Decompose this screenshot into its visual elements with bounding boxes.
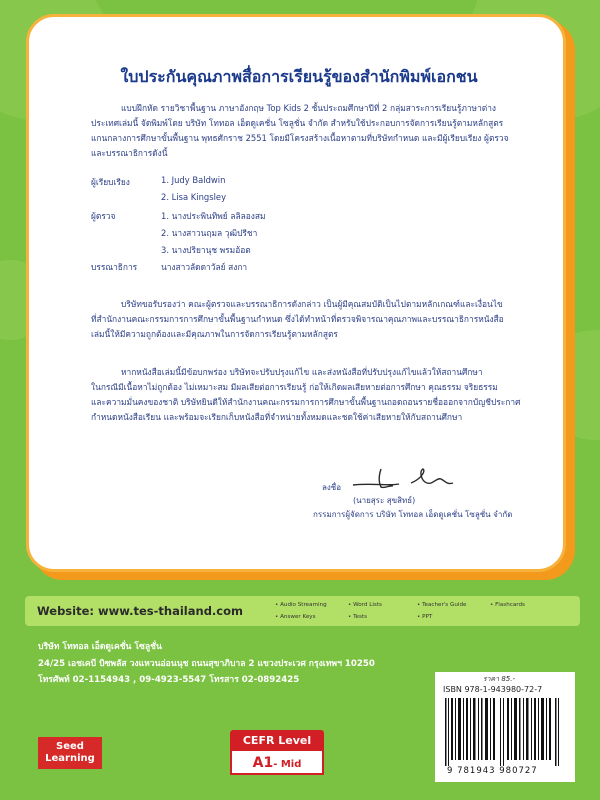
reviewer-1: 1. นางประพินทิพย์ ลลิลองสม	[161, 211, 266, 221]
signature-label: ลงชื่อ	[322, 483, 342, 492]
certification-line: ที่สำนักงานคณะกรรมการการศึกษาขั้นพื้นฐานกำหนด ซึ่งได้ทำหน้าที่ตรวจพิจารณาคุณภาพและบรรณาธิการหนังสือ	[91, 314, 504, 324]
intro-line: และบรรณาธิการดังนี้	[91, 148, 168, 158]
reviewer-3: 3. นางปริยานุช พรมอ้อต	[161, 245, 251, 255]
cefr-label: CEFR Level	[230, 730, 324, 751]
certification-paragraph	[91, 297, 541, 342]
feature-audio-streaming: • Audio Streaming	[275, 602, 327, 608]
price-label: ราคา 85.-	[482, 675, 515, 683]
feature-ppt: • PPT	[417, 614, 432, 620]
editor-name: นางสาวลัดดาวัลย์ สงกา	[161, 262, 248, 272]
intro-line: ประเทศเล่มนี้ จัดพิมพ์โดย บริษัท โททอล เอ็ดดูเคชั่น โซลูชั่น จำกัด สำหรับใช้ประกอบการจัดการเรียนรู้ตามหลักสูตร	[91, 118, 504, 128]
website-link[interactable]: Website: www.tes-thailand.com	[37, 604, 243, 618]
warranty-line: ในกรณีมีเนื้อหาไม่ถูกต้อง ไม่เหมาะสม มีผลเสียต่อการเรียนรู้ ก่อให้เกิดผลเสียหายต่อการศึกษา คุณธรรม จริยธรรม	[91, 382, 498, 392]
quality-certificate-card	[26, 14, 566, 572]
feature-tests: • Tests	[348, 614, 367, 620]
feature-teachers-guide: • Teacher's Guide	[417, 602, 466, 608]
warranty-line: และความมั่นคงของชาติ บริษัทยินดีให้สำนักงานคณะกรรมการการศึกษาขั้นพื้นฐานถอดถอนรายชื่อออกจากบัญชีประกาศ	[91, 397, 521, 407]
author-1: 1. Judy Baldwin	[161, 175, 226, 185]
barcode	[445, 698, 565, 766]
author-2: 2. Lisa Kingsley	[161, 192, 227, 202]
logo-line-1: Seed	[56, 741, 84, 752]
cefr-badge	[230, 730, 324, 778]
signatory-title: กรรมการผู้จัดการ บริษัท โททอล เอ็ดดูเคชั่น โซลูชั่น จำกัด	[313, 510, 513, 519]
author-label: ผู้เรียบเรียง	[91, 177, 130, 187]
seed-learning-logo	[38, 737, 102, 769]
logo-line-2: Learning	[45, 753, 95, 764]
isbn-panel	[435, 672, 575, 782]
intro-line: แกนกลางการศึกษาขั้นพื้นฐาน พุทธศักราช 2551 โดยมีโครงสร้างเนื้อหาตามที่บริษัทกำหนด และมีผู้เรียบเรียง ผู้ตรวจ	[91, 133, 509, 143]
reviewer-2: 2. นางสาวนฤมล วุฒิปรีชา	[161, 228, 258, 238]
feature-flashcards: • Flashcards	[490, 602, 525, 608]
barcode-number: 9 781943 980727	[447, 766, 538, 776]
certification-line: เล่มนี้ให้มีความถูกต้องและมีคุณภาพในการจัดการเรียนรู้ตามหลักสูตร	[91, 329, 338, 339]
certification-line: บริษัทขอรับรองว่า คณะผู้ตรวจและบรรณาธิการดังกล่าว เป็นผู้มีคุณสมบัติเป็นไปตามหลักเกณฑ์และเงื่อนไข	[121, 299, 503, 309]
document-title: ใบประกันคุณภาพสื่อการเรียนรู้ของสำนักพิมพ์เอกชน	[120, 67, 478, 86]
feature-answer-keys: • Answer Keys	[275, 614, 316, 620]
cefr-level-box	[230, 751, 324, 775]
publisher-address: 24/25 เอชเคบี บิซพลัส วงแหวนอ่อนนุช ถนนสุขาภิบาล 2 แขวงประเวศ กรุงเทพฯ 10250	[38, 659, 375, 669]
website-bar	[25, 596, 580, 626]
warranty-paragraph	[91, 365, 541, 425]
publisher-phone: โทรศัพท์ 02-1154943 , 09-4923-5547 โทรสาร 02-0892425	[38, 675, 300, 685]
warranty-line: หากหนังสือเล่มนี้มีข้อบกพร่อง บริษัทจะปรับปรุงแก้ไข และส่งหนังสือที่ปรับปรุงแก้ไขแล้วให้สถานศึกษา	[121, 367, 483, 377]
cefr-level: A1	[252, 755, 274, 771]
isbn-text: ISBN 978-1-943980-72-7	[443, 685, 543, 694]
reviewer-label: ผู้ตรวจ	[91, 211, 116, 221]
cefr-sublevel: - Mid	[273, 759, 302, 770]
intro-paragraph	[91, 101, 541, 161]
warranty-line: กำหนดหนังสือเรียน และพร้อมจะเรียกเก็บหนังสือที่จำหน่ายทั้งหมดและชดใช้ค่าเสียหายให้กับสถานศึกษา	[91, 412, 463, 422]
signatory-name: (นายสุระ สุขสิทธ์)	[353, 496, 416, 505]
intro-line: แบบฝึกหัด รายวิชาพื้นฐาน ภาษาอังกฤษ Top Kids 2 ชั้นประถมศึกษาปีที่ 2 กลุ่มสาระการเรียนรู้ภาษาต่าง	[121, 103, 497, 113]
publisher-name: บริษัท โททอล เอ็ดดูเคชั่น โซลูชั่น	[38, 642, 162, 652]
feature-word-lists: • Word Lists	[348, 602, 382, 608]
editor-label: บรรณาธิการ	[91, 262, 138, 272]
handwritten-signature	[351, 465, 471, 493]
